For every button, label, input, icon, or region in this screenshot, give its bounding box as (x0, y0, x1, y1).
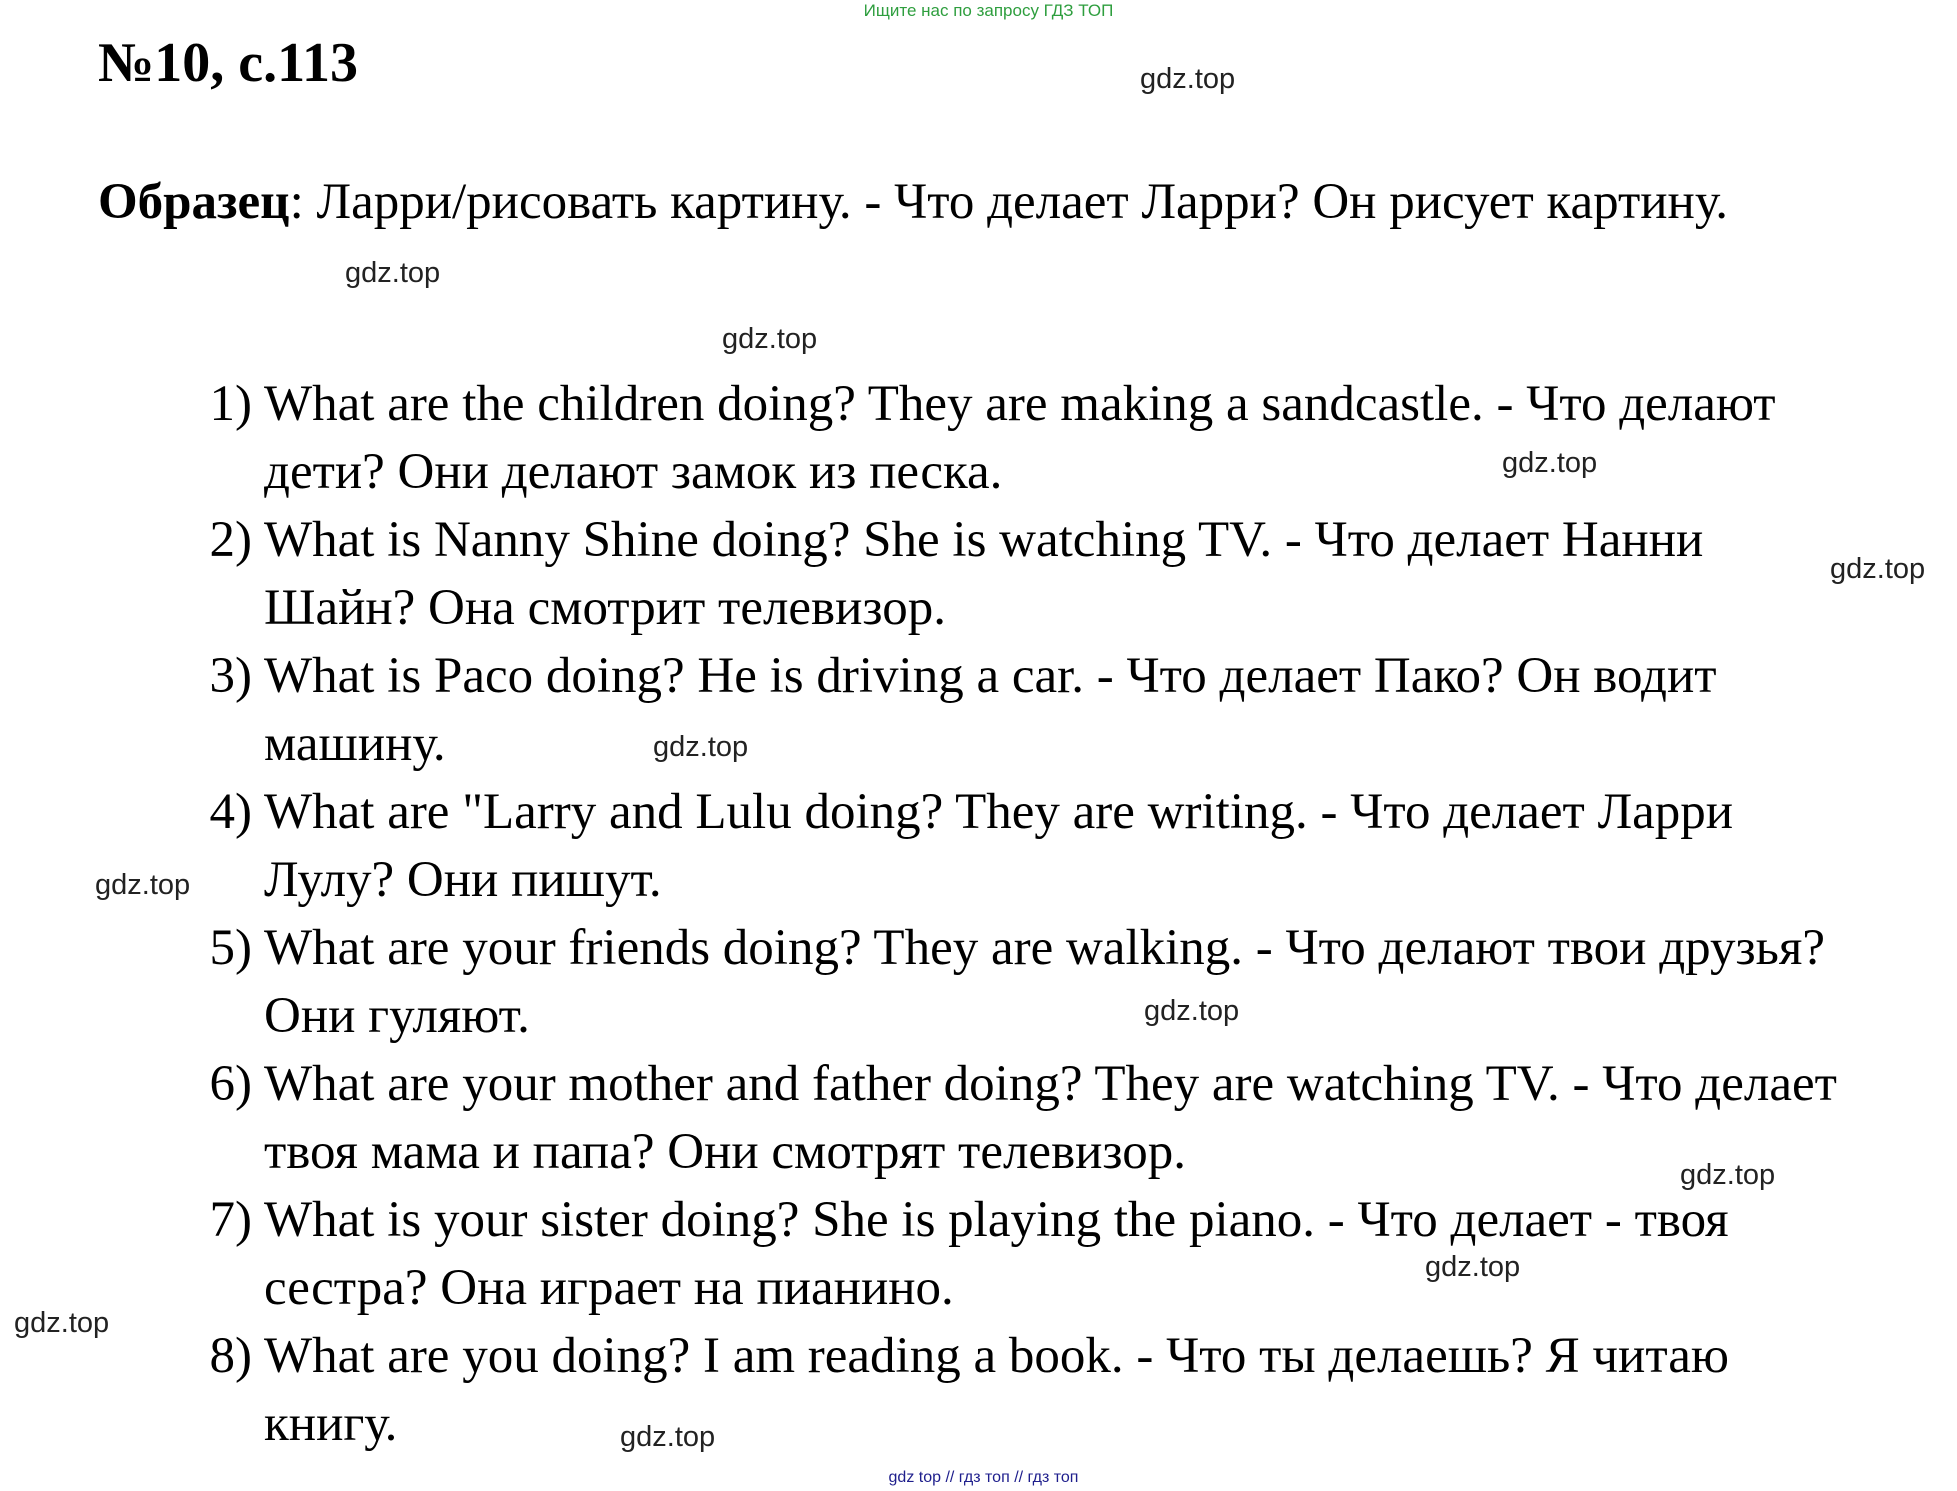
item-number: 8) (209, 1328, 252, 1384)
watermark: gdz.top (345, 257, 441, 289)
watermark: gdz.top (1425, 1251, 1521, 1283)
sample-paragraph (98, 168, 1798, 236)
item-text: What is your sister doing? She is playing the piano. - Что делает - твоя сестра? Она играет на пианино. (264, 1192, 1729, 1316)
footer-note: gdz top // гдз топ // гдз топ (888, 1469, 1079, 1486)
answer-list (170, 370, 1870, 1458)
item-text: What are "Larry and Lulu doing? They are writing. - Что делает Ларри Лулу? Они пишут. (264, 784, 1734, 908)
list-item (170, 642, 1870, 778)
list-item (170, 1050, 1870, 1186)
item-text: What are your friends doing? They are walking. - Что делают твои друзья? Они гуляют. (264, 920, 1826, 1044)
sample-label: Образец (98, 174, 290, 230)
item-number: 1) (209, 376, 252, 432)
sample-text: : Ларри/рисовать картину. - Что делает Ларри? Он рисует картину. (289, 174, 1728, 230)
page-title: №10, с.113 (98, 32, 359, 94)
item-text: What are the children doing? They are making a sandcastle. - Что делают дети? Они делают замок из песка. (264, 376, 1776, 500)
list-item (170, 1186, 1870, 1322)
list-item (170, 506, 1870, 642)
watermark: gdz.top (1830, 553, 1926, 585)
search-hint: Ищите нас по запросу ГДЗ ТОП (863, 1, 1114, 20)
list-item (170, 370, 1870, 506)
item-number: 4) (209, 784, 252, 840)
watermark: gdz.top (1680, 1159, 1776, 1191)
item-number: 2) (209, 512, 252, 568)
watermark: gdz.top (1144, 995, 1240, 1027)
item-number: 5) (209, 920, 252, 976)
item-number: 6) (209, 1056, 252, 1112)
item-text: What is Nanny Shine doing? She is watching TV. - Что делает Нанни Шайн? Она смотрит телевизор. (264, 512, 1704, 636)
watermark: gdz.top (1502, 447, 1598, 479)
watermark: gdz.top (1140, 63, 1236, 95)
watermark: gdz.top (620, 1421, 716, 1453)
watermark: gdz.top (722, 323, 818, 355)
item-text: What is Paco doing? He is driving a car. - Что делает Пако? Он водит машину. (264, 648, 1717, 772)
watermark: gdz.top (95, 869, 191, 901)
item-text: What are you doing? I am reading a book. - Что ты делаешь? Я читаю книгу. (264, 1328, 1729, 1452)
watermark: gdz.top (653, 731, 749, 763)
item-number: 3) (209, 648, 252, 704)
list-item (170, 914, 1870, 1050)
item-number: 7) (209, 1192, 252, 1248)
watermark: gdz.top (14, 1307, 110, 1339)
list-item (170, 778, 1870, 914)
list-item (170, 1322, 1870, 1458)
item-text: What are your mother and father doing? They are watching TV. - Что делает твоя мама и папа? Они смотрят телевизор. (264, 1056, 1837, 1180)
